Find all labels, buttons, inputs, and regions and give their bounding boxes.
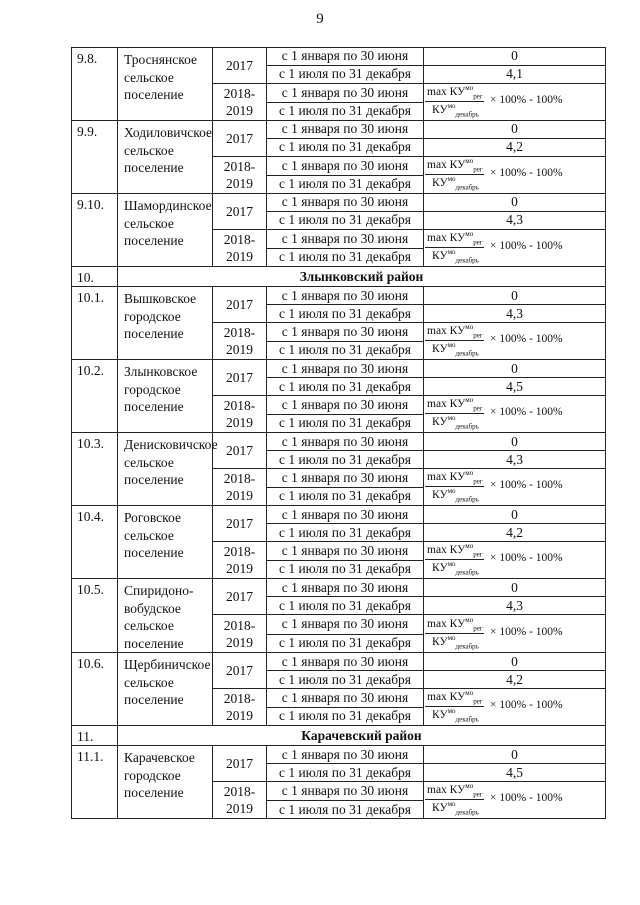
formula-cell	[424, 157, 606, 194]
period-cell: с 1 июля по 31 декабря	[267, 139, 424, 157]
period-cell: с 1 июля по 31 декабря	[267, 378, 424, 396]
table-row	[72, 746, 606, 764]
year-cell: 2018-2019	[213, 230, 267, 267]
growth-formula	[424, 230, 605, 266]
settlement-name: Спиридоно-вобудское сельское поселение	[118, 579, 213, 653]
year-cell: 2017	[213, 48, 267, 84]
formula-numerator: $\max КУ^{мо}_{рег}$	[427, 323, 483, 340]
formula-denominator: $КУ^{мо}_{декабрь}$	[432, 341, 479, 358]
index-value: 4,1	[424, 66, 606, 84]
index-value: 0	[424, 746, 606, 764]
year-cell: 2018-2019	[213, 542, 267, 579]
table-row	[72, 433, 606, 451]
formula-cell	[424, 84, 606, 121]
formula-denominator: $КУ^{мо}_{декабрь}$	[432, 633, 479, 650]
period-cell: с 1 января по 30 июня	[267, 48, 424, 66]
settlement-name: Щербиничское сельское поселение	[118, 653, 213, 726]
period-cell: с 1 января по 30 июня	[267, 121, 424, 139]
formula-cell	[424, 542, 606, 579]
formula-multiplier: × 100% - 100%	[490, 479, 563, 492]
period-cell: с 1 января по 30 июня	[267, 689, 424, 708]
table-row	[72, 653, 606, 671]
index-value: 0	[424, 360, 606, 378]
period-cell: с 1 июля по 31 декабря	[267, 487, 424, 506]
settlement-name: Злынковское городское поселение	[118, 360, 213, 433]
item-number: 10.4.	[72, 506, 118, 579]
period-cell: с 1 января по 30 июня	[267, 84, 424, 103]
period-cell: с 1 июля по 31 декабря	[267, 764, 424, 782]
period-cell: с 1 января по 30 июня	[267, 746, 424, 764]
index-value: 0	[424, 506, 606, 524]
formula-cell	[424, 396, 606, 433]
year-cell: 2017	[213, 746, 267, 782]
formula-numerator: $\max КУ^{мо}_{рег}$	[427, 782, 483, 799]
index-value: 0	[424, 121, 606, 139]
formula-multiplier: × 100% - 100%	[490, 167, 563, 179]
year-cell: 2017	[213, 653, 267, 689]
formula-denominator: $КУ^{мо}_{декабрь}$	[432, 102, 479, 119]
region-row	[72, 726, 606, 746]
formula-multiplier: × 100% - 100%	[490, 792, 563, 805]
period-cell: с 1 июля по 31 декабря	[267, 560, 424, 579]
period-cell: с 1 июля по 31 декабря	[267, 671, 424, 689]
page-number: 9	[316, 11, 324, 27]
growth-formula	[424, 157, 605, 193]
period-cell: с 1 июля по 31 декабря	[267, 66, 424, 84]
growth-formula	[424, 542, 605, 578]
period-cell: с 1 июля по 31 декабря	[267, 451, 424, 469]
settlement-name: Вышковское городское поселение	[118, 287, 213, 360]
index-value: 0	[424, 194, 606, 212]
item-number: 9.10.	[72, 194, 118, 267]
growth-formula	[424, 689, 605, 725]
year-cell: 2017	[213, 287, 267, 323]
item-number: 10.3.	[72, 433, 118, 506]
period-cell: с 1 января по 30 июня	[267, 782, 424, 801]
period-cell: с 1 января по 30 июня	[267, 469, 424, 488]
item-number: 10.5.	[72, 579, 118, 653]
table-row	[72, 121, 606, 139]
year-cell: 2018-2019	[213, 157, 267, 194]
formula-numerator: $\max КУ^{мо}_{рег}$	[427, 542, 483, 559]
period-cell: с 1 июля по 31 декабря	[267, 414, 424, 433]
period-cell: с 1 января по 30 июня	[267, 579, 424, 597]
formula-multiplier: × 100% - 100%	[490, 406, 563, 419]
region-number: 10.	[72, 267, 118, 287]
year-cell: 2018-2019	[213, 84, 267, 121]
period-cell: с 1 января по 30 июня	[267, 396, 424, 415]
item-number: 10.1.	[72, 287, 118, 360]
index-value: 0	[424, 287, 606, 305]
index-value: 0	[424, 653, 606, 671]
year-cell: 2018-2019	[213, 469, 267, 506]
item-number: 10.2.	[72, 360, 118, 433]
formula-numerator: $\max КУ^{мо}_{рег}$	[427, 157, 483, 174]
index-value: 4,3	[424, 212, 606, 230]
item-number: 9.8.	[72, 48, 118, 121]
period-cell: с 1 января по 30 июня	[267, 287, 424, 305]
year-cell: 2018-2019	[213, 396, 267, 433]
growth-formula	[424, 84, 605, 120]
index-value: 4,3	[424, 305, 606, 323]
growth-formula	[424, 396, 605, 432]
period-cell: с 1 июля по 31 декабря	[267, 175, 424, 194]
formula-multiplier: × 100% - 100%	[490, 699, 563, 712]
period-cell: с 1 июля по 31 декабря	[267, 800, 424, 819]
formula-cell	[424, 615, 606, 653]
growth-formula	[424, 323, 605, 359]
index-value: 4,3	[424, 597, 606, 615]
settlement-name: Денисковичское сельское поселение	[118, 433, 213, 506]
table-row	[72, 194, 606, 212]
year-cell: 2018-2019	[213, 689, 267, 726]
formula-multiplier: × 100% - 100%	[490, 625, 563, 638]
formula-numerator: $\max КУ^{мо}_{рег}$	[427, 396, 483, 413]
formula-denominator: $КУ^{мо}_{декабрь}$	[432, 414, 479, 431]
year-cell: 2017	[213, 194, 267, 230]
growth-formula	[424, 782, 605, 818]
period-cell: с 1 июля по 31 декабря	[267, 212, 424, 230]
period-cell: с 1 июля по 31 декабря	[267, 341, 424, 360]
table-row	[72, 579, 606, 597]
period-cell: с 1 января по 30 июня	[267, 230, 424, 249]
formula-numerator: $\max КУ^{мо}_{рег}$	[427, 230, 483, 247]
settlement-name: Карачевское городское поселение	[118, 746, 213, 819]
period-cell: с 1 января по 30 июня	[267, 542, 424, 561]
formula-denominator: $КУ^{мо}_{декабрь}$	[432, 800, 479, 817]
formula-numerator: $\max КУ^{мо}_{рег}$	[427, 689, 483, 706]
year-cell: 2017	[213, 506, 267, 542]
growth-formula	[424, 616, 605, 652]
index-value: 4,3	[424, 451, 606, 469]
formula-denominator: $КУ^{мо}_{декабрь}$	[432, 560, 479, 577]
table-body	[72, 48, 606, 819]
region-number: 11.	[72, 726, 118, 746]
formula-numerator: $\max КУ^{мо}_{рег}$	[427, 615, 483, 632]
period-cell: с 1 июля по 31 декабря	[267, 634, 424, 653]
formula-multiplier: × 100% - 100%	[490, 240, 563, 252]
year-cell: 2018-2019	[213, 782, 267, 819]
item-number: 10.6.	[72, 653, 118, 726]
item-number: 9.9.	[72, 121, 118, 194]
formula-denominator: $КУ^{мо}_{декабрь}$	[432, 487, 479, 504]
index-value: 4,5	[424, 764, 606, 782]
table-row	[72, 506, 606, 524]
formula-multiplier: × 100% - 100%	[490, 94, 563, 106]
settlement-name: Шамординское сельское поселение	[118, 194, 213, 267]
formula-cell	[424, 230, 606, 267]
year-cell: 2017	[213, 360, 267, 396]
region-row	[72, 267, 606, 287]
period-cell: с 1 января по 30 июня	[267, 433, 424, 451]
period-cell: с 1 января по 30 июня	[267, 506, 424, 524]
period-cell: с 1 января по 30 июня	[267, 615, 424, 635]
formula-cell	[424, 323, 606, 360]
table-row	[72, 48, 606, 66]
formula-cell	[424, 782, 606, 819]
table-row	[72, 360, 606, 378]
period-cell: с 1 июля по 31 декабря	[267, 102, 424, 121]
formula-cell	[424, 689, 606, 726]
index-value: 4,5	[424, 378, 606, 396]
year-cell: 2018-2019	[213, 323, 267, 360]
year-cell: 2017	[213, 433, 267, 469]
settlement-name: Роговское сельское поселение	[118, 506, 213, 579]
index-value: 0	[424, 579, 606, 597]
table-row	[72, 287, 606, 305]
settlement-name: Ходиловичское сельское поселение	[118, 121, 213, 194]
formula-multiplier: × 100% - 100%	[490, 333, 563, 346]
period-cell: с 1 января по 30 июня	[267, 157, 424, 176]
growth-formula	[424, 469, 605, 505]
index-value: 4,2	[424, 139, 606, 157]
period-cell: с 1 июля по 31 декабря	[267, 597, 424, 615]
period-cell: с 1 января по 30 июня	[267, 323, 424, 342]
item-number: 11.1.	[72, 746, 118, 819]
index-value: 4,2	[424, 671, 606, 689]
region-title: Карачевский район	[118, 726, 606, 746]
period-cell: с 1 января по 30 июня	[267, 360, 424, 378]
period-cell: с 1 января по 30 июня	[267, 194, 424, 212]
index-value: 0	[424, 48, 606, 66]
formula-denominator: $КУ^{мо}_{декабрь}$	[432, 248, 479, 265]
formula-numerator: $\max КУ^{мо}_{рег}$	[427, 469, 483, 486]
formula-denominator: $КУ^{мо}_{декабрь}$	[432, 707, 479, 724]
period-cell: с 1 июля по 31 декабря	[267, 707, 424, 726]
tariff-table	[71, 47, 606, 819]
period-cell: с 1 января по 30 июня	[267, 653, 424, 671]
settlement-name: Троснянское сельское поселение	[118, 48, 213, 121]
year-cell: 2017	[213, 579, 267, 615]
period-cell: с 1 июля по 31 декабря	[267, 305, 424, 323]
formula-denominator: $КУ^{мо}_{декабрь}$	[432, 175, 479, 192]
formula-cell	[424, 469, 606, 506]
year-cell: 2017	[213, 121, 267, 157]
region-title: Злынковский район	[118, 267, 606, 287]
formula-numerator: $\max КУ^{мо}_{рег}$	[427, 84, 483, 101]
index-value: 0	[424, 433, 606, 451]
period-cell: с 1 июля по 31 декабря	[267, 248, 424, 267]
formula-multiplier: × 100% - 100%	[490, 552, 563, 565]
period-cell: с 1 июля по 31 декабря	[267, 524, 424, 542]
index-value: 4,2	[424, 524, 606, 542]
year-cell: 2018-2019	[213, 615, 267, 653]
